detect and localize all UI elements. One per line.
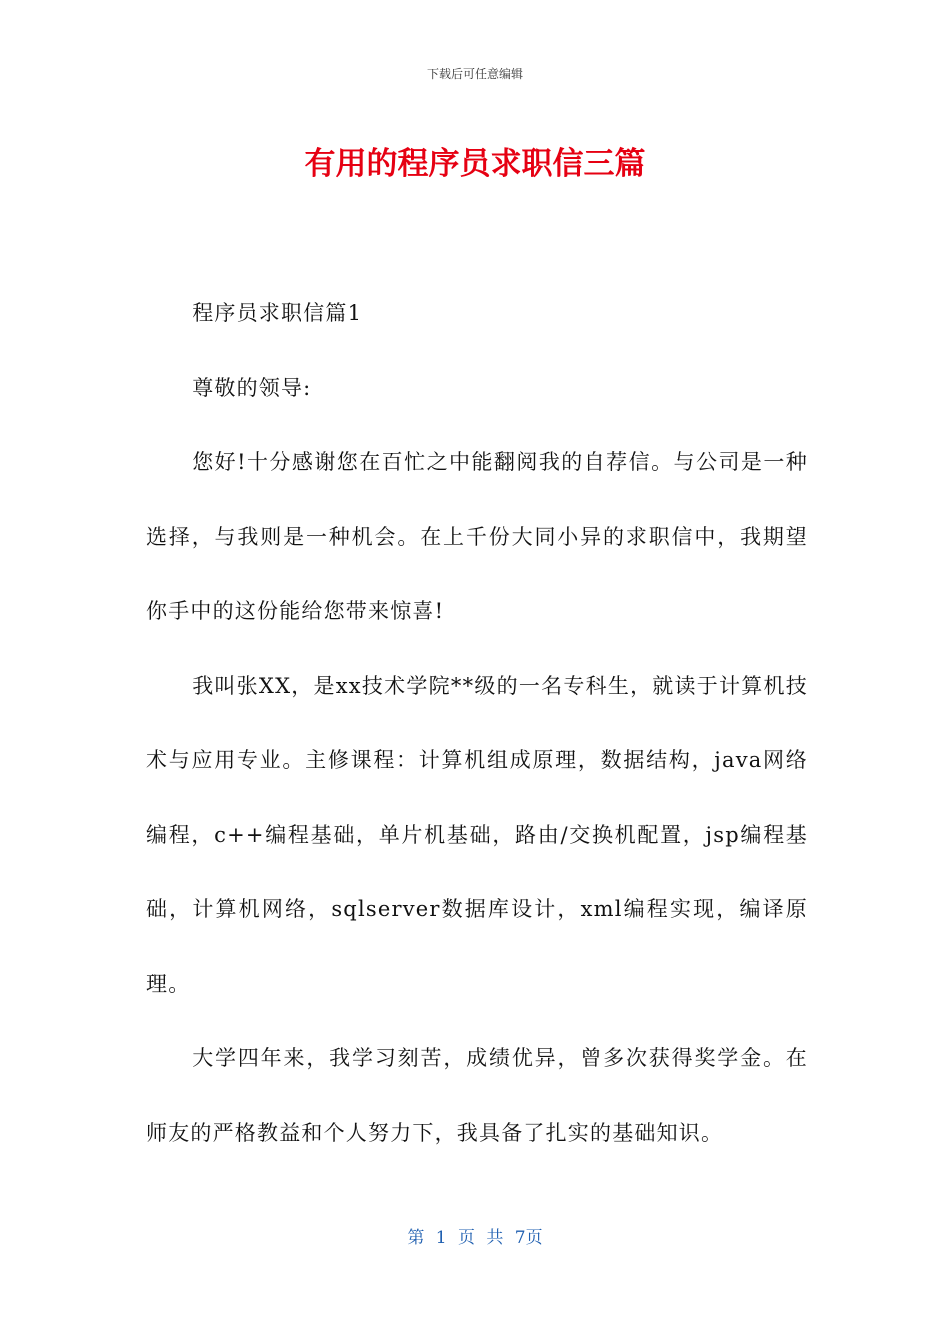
document-body bbox=[146, 276, 808, 1170]
body-paragraph: 大学四年来，我学习刻苦，成绩优异，曾多次获得奖学金。在师友的严格教益和个人努力下，我具备了扎实的基础知识。 bbox=[146, 1046, 808, 1145]
body-paragraph: 您好!十分感谢您在百忙之中能翻阅我的自荐信。与公司是一种选择，与我则是一种机会。在上千份大同小异的求职信中，我期望你手中的这份能给您带来惊喜! bbox=[146, 450, 808, 623]
salutation: 尊敬的领导: bbox=[192, 375, 312, 400]
page-number-footer: 第 1 页 共 7页 bbox=[407, 1228, 543, 1248]
section-heading: 程序员求职信篇1 bbox=[192, 301, 363, 325]
page-header-note: 下载后可任意编辑 bbox=[426, 67, 523, 81]
document-title: 有用的程序员求职信三篇 bbox=[304, 146, 646, 182]
body-paragraph: 我叫张XX，是xx技术学院**级的一名专科生，就读于计算机技术与应用专业。主修课程：计算机组成原理，数据结构，java网络编程，c++编程基础，单片机基础，路由/交换机配置，jsp编程基础，计算机网络，sqlserver数据库设计，xml编程实现，编译原理。 bbox=[146, 673, 808, 996]
